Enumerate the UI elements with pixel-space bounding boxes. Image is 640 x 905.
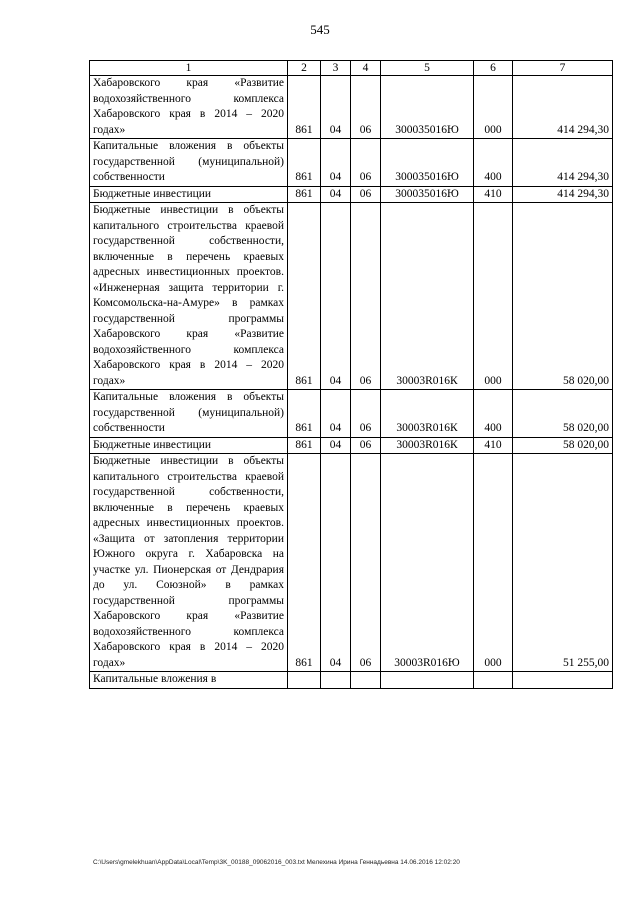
cell-target-article	[381, 672, 474, 689]
cell-subsection: 06	[351, 139, 381, 187]
cell-ministry: 861	[288, 437, 321, 454]
budget-table	[89, 60, 613, 689]
cell-expense-type: 410	[474, 437, 513, 454]
row-description: Бюджетные инвестиции в объекты капитального строительства краевой государственной собственности, включенные в перечень краевых адресных инвестиционных проектов. «Инженерная защита территории г. Комсомольска-на-Амуре» в рамках государственной программы Хабаровского края «Развитие водохозяйственного комплекса Хабаровского края в 2014 – 2020 годах»	[90, 203, 288, 390]
row-description: Хабаровского края «Развитие водохозяйственного комплекса Хабаровского края в 2014 – 2020 годах»	[90, 76, 288, 139]
table-row	[90, 454, 613, 672]
cell-subsection: 06	[351, 76, 381, 139]
col-header-6: 6	[474, 61, 513, 76]
cell-subsection	[351, 672, 381, 689]
cell-target-article: 300035016Ю	[381, 76, 474, 139]
col-header-1: 1	[90, 61, 288, 76]
row-description: Бюджетные инвестиции в объекты капитального строительства краевой государственной собственности, включенные в перечень краевых адресных инвестиционных проектов. «Защита от затопления территории Южного округа г. Хабаровска на участке ул. Пионерская от Дендрария до ул. Союзной» в рамках государственной программы Хабаровского края «Развитие водохозяйственного комплекса Хабаровского края в 2014 – 2020 годах»	[90, 454, 288, 672]
col-header-2: 2	[288, 61, 321, 76]
cell-ministry	[288, 672, 321, 689]
document-footer: C:\Users\gmelekhuan\AppData\Local\Temp\3K_00188_09062016_003.txt Мелехина Ирина Геннадьевна 14.06.2016 12:02:20	[93, 859, 460, 866]
row-description: Бюджетные инвестиции	[90, 437, 288, 454]
cell-target-article: 30003R016Ю	[381, 454, 474, 672]
table-row	[90, 437, 613, 454]
cell-subsection: 06	[351, 186, 381, 203]
cell-target-article: 30003R016К	[381, 437, 474, 454]
cell-section: 04	[321, 390, 351, 438]
cell-subsection: 06	[351, 390, 381, 438]
cell-ministry: 861	[288, 203, 321, 390]
cell-amount: 58 020,00	[513, 390, 613, 438]
col-header-7: 7	[513, 61, 613, 76]
cell-section: 04	[321, 139, 351, 187]
cell-expense-type: 000	[474, 203, 513, 390]
cell-ministry: 861	[288, 454, 321, 672]
cell-amount: 414 294,30	[513, 76, 613, 139]
cell-ministry: 861	[288, 186, 321, 203]
cell-section: 04	[321, 203, 351, 390]
cell-target-article: 30003R016К	[381, 203, 474, 390]
cell-expense-type: 400	[474, 390, 513, 438]
cell-expense-type: 000	[474, 76, 513, 139]
cell-target-article: 300035016Ю	[381, 139, 474, 187]
cell-expense-type: 410	[474, 186, 513, 203]
table-row	[90, 203, 613, 390]
col-header-4: 4	[351, 61, 381, 76]
cell-amount: 414 294,30	[513, 186, 613, 203]
cell-amount: 58 020,00	[513, 437, 613, 454]
row-description: Капитальные вложения в объекты государственной (муниципальной) собственности	[90, 390, 288, 438]
table-row	[90, 76, 613, 139]
row-description: Капитальные вложения в	[90, 672, 288, 689]
cell-section: 04	[321, 437, 351, 454]
table-row	[90, 390, 613, 438]
row-description: Капитальные вложения в объекты государственной (муниципальной) собственности	[90, 139, 288, 187]
col-header-5: 5	[381, 61, 474, 76]
cell-ministry: 861	[288, 139, 321, 187]
table-row	[90, 186, 613, 203]
table-row	[90, 139, 613, 187]
cell-subsection: 06	[351, 203, 381, 390]
cell-target-article: 300035016Ю	[381, 186, 474, 203]
cell-expense-type	[474, 672, 513, 689]
cell-ministry: 861	[288, 76, 321, 139]
cell-ministry: 861	[288, 390, 321, 438]
cell-section: 04	[321, 186, 351, 203]
header-row	[90, 61, 613, 76]
cell-subsection: 06	[351, 437, 381, 454]
cell-section	[321, 672, 351, 689]
cell-subsection: 06	[351, 454, 381, 672]
col-header-3: 3	[321, 61, 351, 76]
table-row	[90, 672, 613, 689]
row-description: Бюджетные инвестиции	[90, 186, 288, 203]
cell-amount: 414 294,30	[513, 139, 613, 187]
cell-amount: 58 020,00	[513, 203, 613, 390]
cell-amount: 51 255,00	[513, 454, 613, 672]
cell-section: 04	[321, 76, 351, 139]
cell-target-article: 30003R016К	[381, 390, 474, 438]
cell-expense-type: 000	[474, 454, 513, 672]
cell-expense-type: 400	[474, 139, 513, 187]
cell-section: 04	[321, 454, 351, 672]
cell-amount	[513, 672, 613, 689]
page-number: 545	[310, 22, 330, 37]
